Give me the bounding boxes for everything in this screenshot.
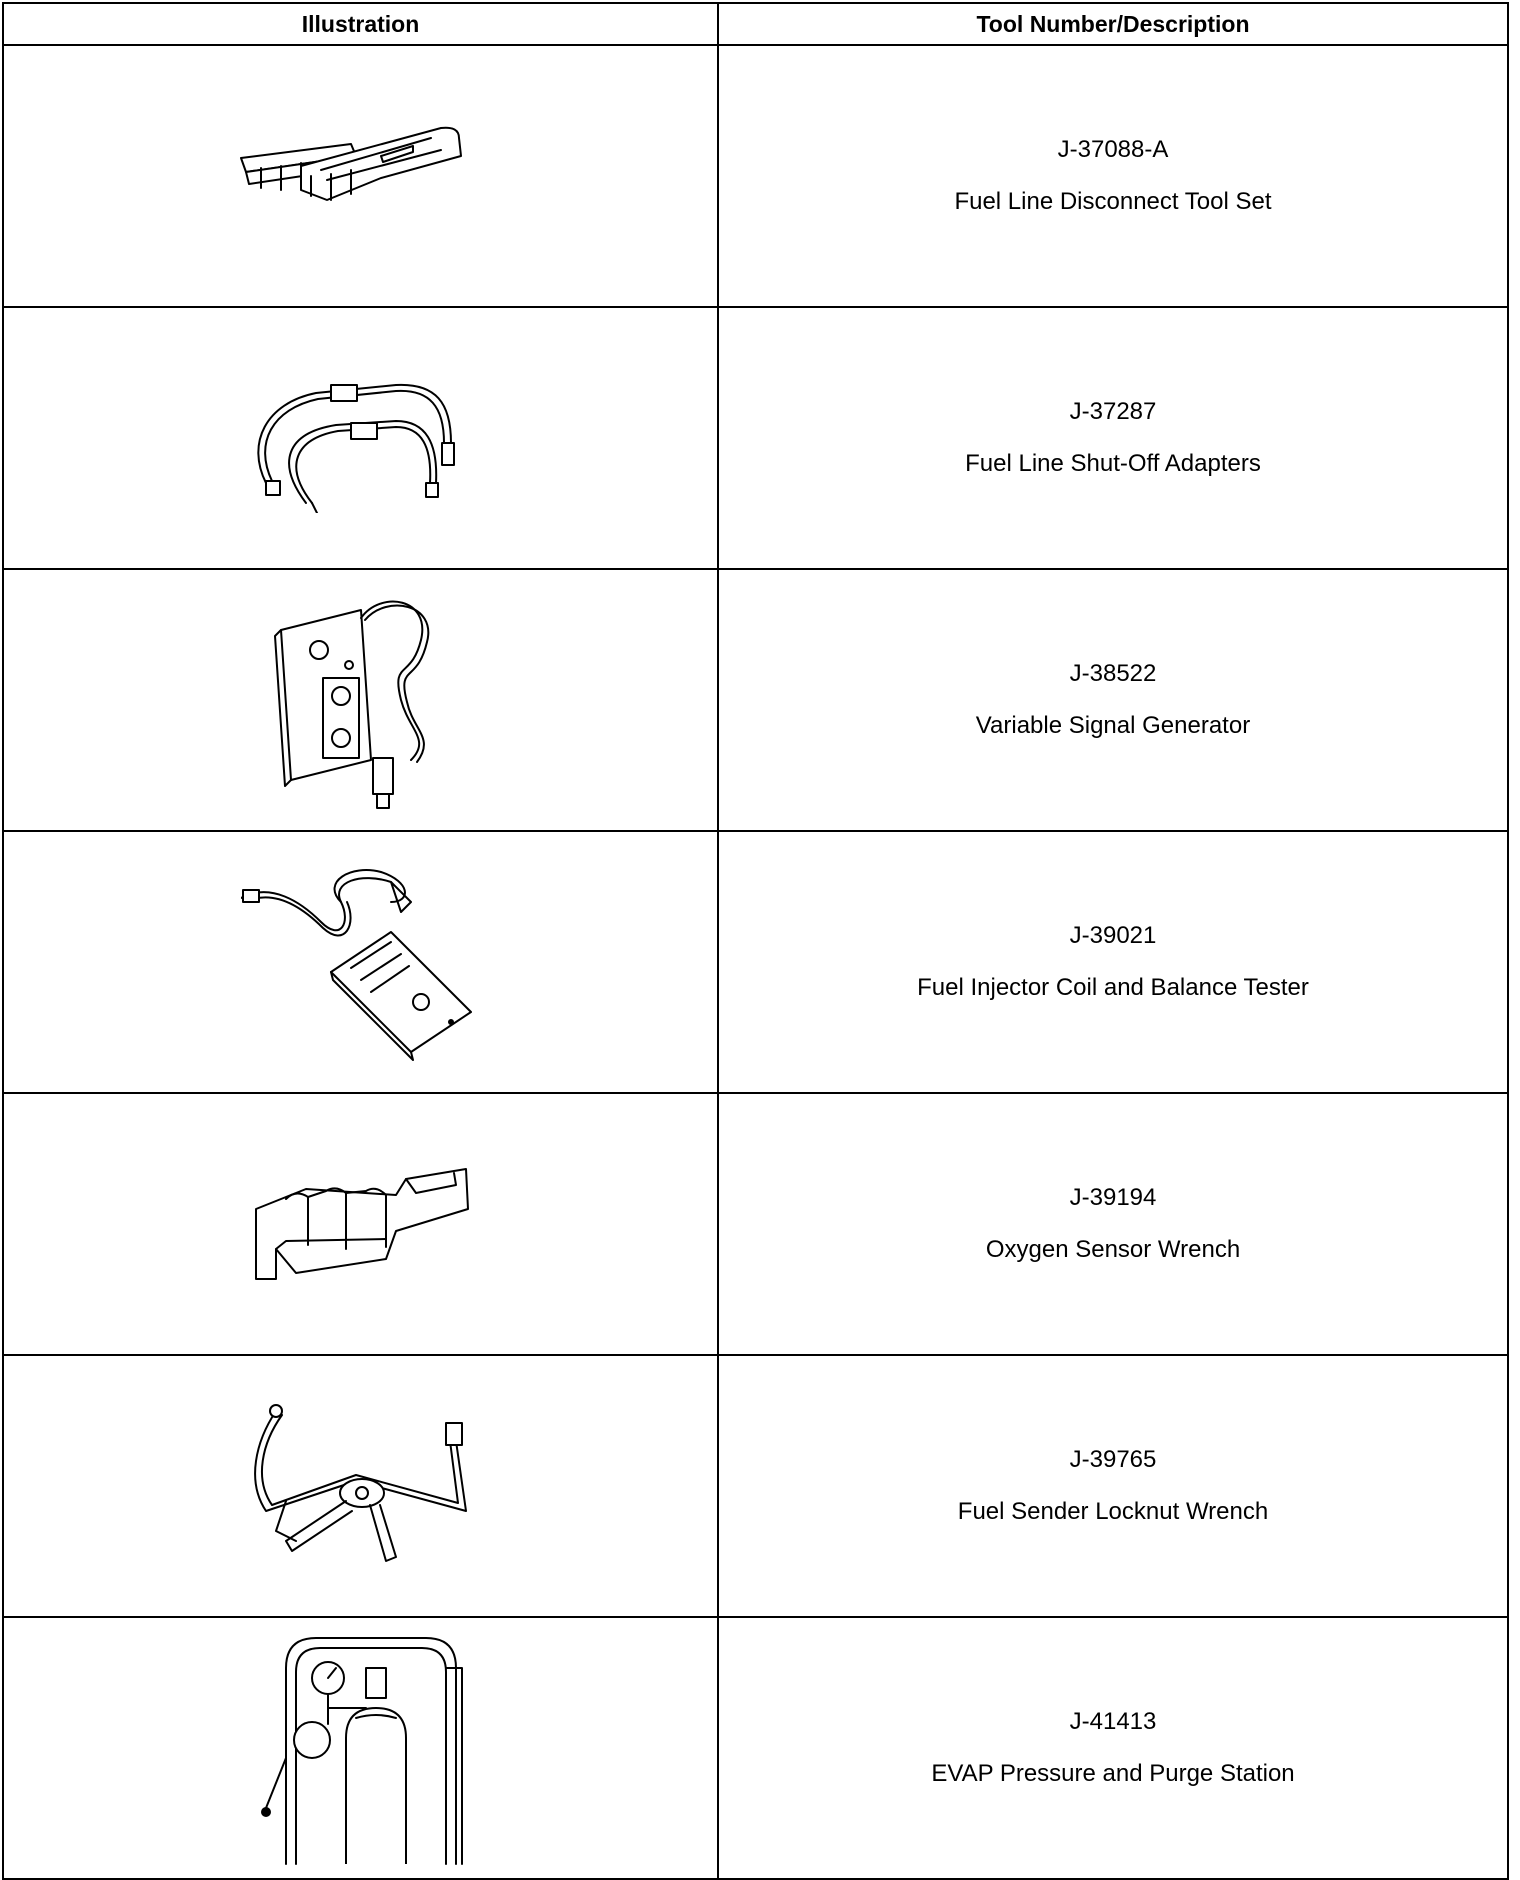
description-cell xyxy=(718,1093,1508,1355)
illustration-cell xyxy=(3,1355,718,1617)
tool-description: Fuel Sender Locknut Wrench xyxy=(957,1498,1269,1525)
tool-number: J-38522 xyxy=(1069,660,1157,687)
locknut-wrench-icon xyxy=(246,1401,476,1571)
signal-generator-icon xyxy=(261,590,461,810)
description-cell xyxy=(718,45,1508,307)
illustration-cell xyxy=(3,307,718,569)
tool-number: J-37287 xyxy=(1069,398,1157,425)
illustration-cell xyxy=(3,45,718,307)
table-row xyxy=(3,1617,1508,1879)
header-tool-description: Tool Number/Description xyxy=(718,3,1508,45)
table-row xyxy=(3,1355,1508,1617)
description-cell xyxy=(718,1355,1508,1617)
illustration-cell xyxy=(3,569,718,831)
description-cell xyxy=(718,1617,1508,1879)
fuel-line-disconnect-tool-icon xyxy=(231,116,491,236)
tool-description: Variable Signal Generator xyxy=(975,712,1251,739)
tool-number: J-39194 xyxy=(1069,1184,1157,1211)
illustration-cell xyxy=(3,1617,718,1879)
illustration-cell xyxy=(3,831,718,1093)
header-illustration: Illustration xyxy=(3,3,718,45)
tool-description: EVAP Pressure and Purge Station xyxy=(931,1760,1295,1787)
description-cell xyxy=(718,307,1508,569)
tool-description: Oxygen Sensor Wrench xyxy=(985,1236,1241,1263)
evap-station-icon xyxy=(246,1628,476,1868)
tool-description: Fuel Injector Coil and Balance Tester xyxy=(917,974,1309,1001)
description-cell xyxy=(718,831,1508,1093)
tool-number: J-39765 xyxy=(1069,1446,1157,1473)
shut-off-adapters-icon xyxy=(246,363,476,513)
table-row xyxy=(3,307,1508,569)
table-header-row xyxy=(3,3,1508,45)
tool-number: J-41413 xyxy=(1069,1708,1157,1735)
special-tools-table xyxy=(2,2,1509,1880)
tool-number: J-39021 xyxy=(1069,922,1157,949)
description-cell xyxy=(718,569,1508,831)
tool-number: J-37088-A xyxy=(1057,136,1169,163)
table-row xyxy=(3,1093,1508,1355)
tool-description: Fuel Line Disconnect Tool Set xyxy=(954,188,1272,215)
table-row xyxy=(3,569,1508,831)
tool-description: Fuel Line Shut-Off Adapters xyxy=(965,450,1261,477)
table-row xyxy=(3,45,1508,307)
illustration-cell xyxy=(3,1093,718,1355)
injector-tester-icon xyxy=(241,862,481,1062)
oxygen-sensor-wrench-icon xyxy=(246,1149,476,1299)
table-row xyxy=(3,831,1508,1093)
